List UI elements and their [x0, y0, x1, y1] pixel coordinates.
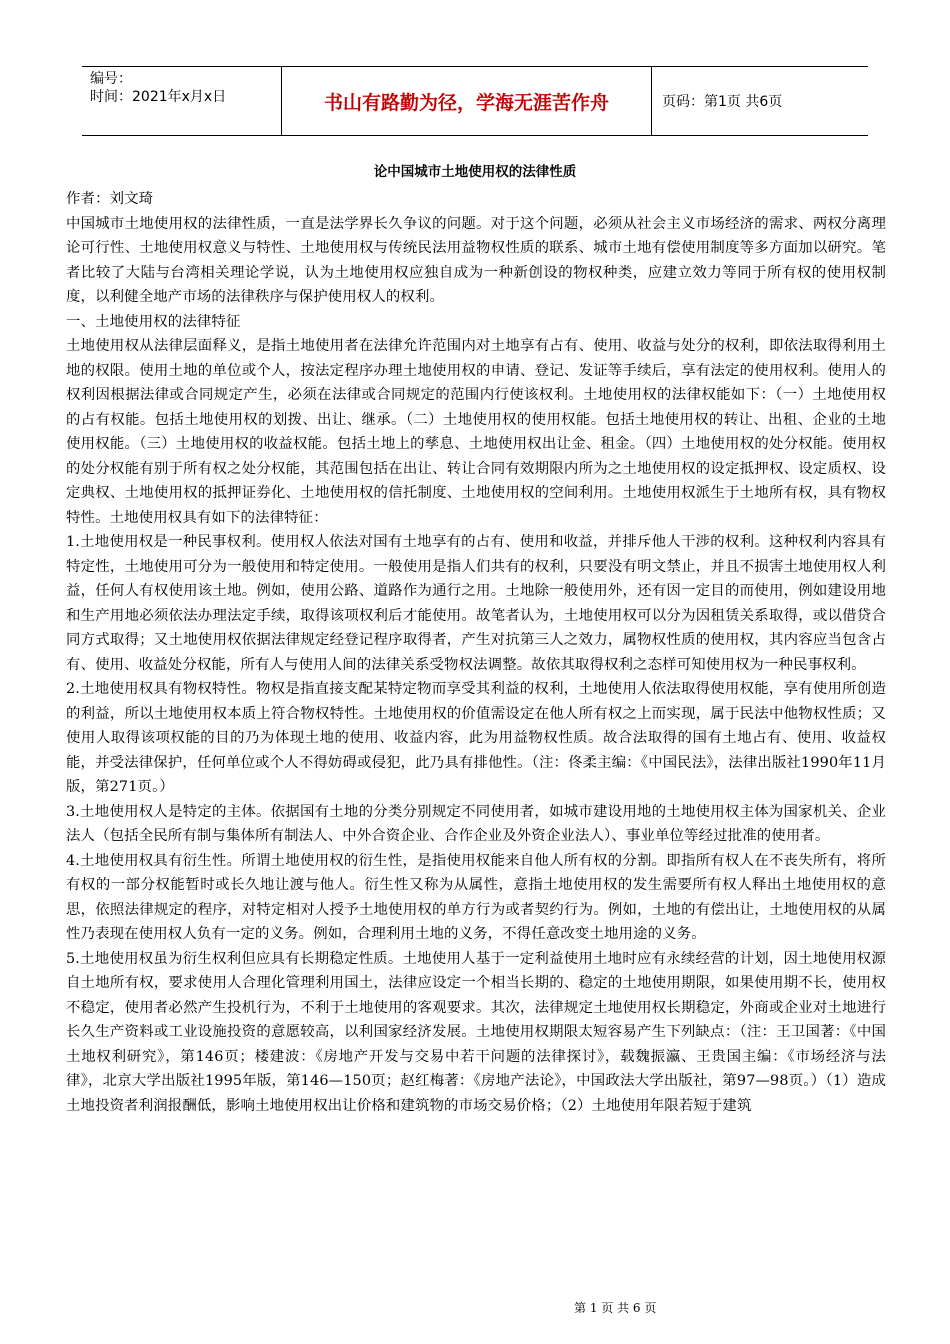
- paragraph-abstract: 中国城市土地使用权的法律性质，一直是法学界长久争议的问题。对于这个问题，必须从社会主义市场经济的需求、两权分离理论可行性、土地使用权意义与特性、土地使用权与传统民法用益物权性质的联系、城市土地有偿使用制度等多方面加以研究。笔者比较了大陆与台湾相关理论学说，认为土地使用权应独自成为一种新创设的物权种类，应建立效力等同于所有权的使用权制度，以利健全地产市场的法律秩序与保护使用权人的权利。: [66, 215, 886, 305]
- paragraph: 4.土地使用权具有衍生性。所谓土地使用权的衍生性，是指使用权能来自他人所有权的分割。即指所有权人在不丧失所有，将所有权的一部分权能暂时或长久地让渡与他人。衍生性又称为从属性，意指土地使用权的发生需要所有权人释出土地使用权的意思，依照法律规定的程序，对特定相对人授予土地使用权的单方行为或者契约行为。例如，土地的有偿出让，土地使用权的从属性乃表现在使用权人负有一定的义务。例如，合理利用土地的义务，不得任意改变土地用途的义务。: [66, 852, 886, 942]
- serial-number-label: 编号：: [90, 71, 132, 87]
- header-page-info: 页码：第1页 共6页: [662, 94, 783, 110]
- section-heading: 一、土地使用权的法律特征: [66, 313, 241, 330]
- page-header: [82, 66, 868, 136]
- header-motto: 书山有路勤为径，学海无涯苦作舟: [282, 67, 652, 135]
- paragraph: 土地使用权从法律层面释义，是指土地使用者在法律允许范围内对土地享有占有、使用、收益与处分的权利，即依法取得利用土地的权限。使用土地的单位或个人，按法定程序办理土地使用权的申请、登记、发证等手续后，享有法定的使用权利。使用人的权利因根据法律或合同规定产生，必须在法律或合同规定的范围内行使该权利。土地使用权的法律权能如下：（一）土地使用权的占有权能。包括土地使用权的划拨、出让、继承。（二）土地使用权的使用权能。包括土地使用权的转让、出租、企业的土地使用权能。（三）土地使用权的收益权能。包括土地上的孳息、土地使用权出让金、租金。（四）土地使用权的处分权能。使用权的处分权能有别于所有权之处分权能，其范围包括在出让、转让合同有效期限内所为之土地使用权的设定抵押权、设定质权、设定典权、土地使用权的抵押证券化、土地使用权的信托制度、土地使用权的空间利用。土地使用权派生于土地所有权，具有物权特性。土地使用权具有如下的法律特征：: [66, 338, 886, 526]
- paragraph: 5.土地使用权虽为衍生权利但应具有长期稳定性质。土地使用人基于一定利益使用土地时应有永续经营的计划，因土地使用权源自土地所有权，要求使用人合理化管理利用国土，法律应设定一个相当长期的、稳定的土地使用期限，如果使用期不长，使用权不稳定，使用者必然产生投机行为，不利于土地使用的客观要求。其次，法律规定土地使用权长期稳定，外商或企业对土地进行长久生产资料或工业设施投资的意愿较高，以利国家经济发展。土地使用权期限太短容易产生下列缺点：（注：王卫国著：《中国土地权利研究》，第146页；楼建波：《房地产开发与交易中若干问题的法律探讨》，载魏振瀛、王贵国主编：《市场经济与法律》，北京大学出版社1995年版，第146—150页；赵红梅著：《房地产法论》，中国政法大学出版社，第97—98页。）（1）造成土地投资者利润报酬低，影响土地使用权出让价格和建筑物的市场交易价格；（2）土地使用年限若短于建筑: [66, 950, 886, 1114]
- document-body: [66, 187, 886, 1118]
- time-label: 时间：2021年x月x日: [90, 89, 227, 105]
- paragraph: 2.土地使用权具有物权特性。物权是指直接支配某特定物而享受其利益的权利，土地使用人依法取得使用权能，享有使用所创造的利益，所以土地使用权本质上符合物权特性。土地使用权的价值需设定在他人所有权之上而实现，属于民法中他物权性质；又使用人取得该项权能的目的乃为体现土地的使用、收益内容，此为用益物权性质。故合法取得的国有土地占有、使用、收益权能，并受法律保护，任何单位或个人不得妨碍或侵犯，此乃具有排他性。（注：佟柔主编：《中国民法》，法律出版社1990年11月版，第271页。）: [66, 681, 886, 795]
- header-meta: [82, 67, 282, 135]
- paragraph: 3.土地使用权人是特定的主体。依据国有土地的分类分别规定不同使用者，如城市建设用地的土地使用权主体为国家机关、企业法人（包括全民所有制与集体所有制法人、中外合资企业、合作企业及外资企业法人）、事业单位等经过批准的使用者。: [66, 803, 886, 844]
- author-line: 作者：刘文琦: [66, 191, 154, 207]
- footer-page-number: 第 1 页 共 6 页: [574, 1301, 657, 1315]
- paragraph: 1.土地使用权是一种民事权利。使用权人依法对国有土地享有的占有、使用和收益，并排斥他人干涉的权利。这种权利内容具有特定性，土地使用可分为一般使用和特定使用。一般使用是指人们共有的权利，只要没有明文禁止，并且不损害土地使用权人利益，任何人有权使用该土地。例如，使用公路、道路作为通行之用。土地除一般使用外，还有因一定目的而使用，例如建设用地和生产用地必须依法办理法定手续，取得该项权利后才能使用。故笔者认为，土地使用权可以分为因租赁关系取得，或以借贷合同方式取得；又土地使用权依据法律规定经登记程序取得者，产生对抗第三人之效力，属物权性质的使用权，其内容应当包含占有、使用、收益处分权能，所有人与使用人间的法律关系受物权法调整。故依其取得权利之态样可知使用权为一种民事权利。: [66, 534, 886, 673]
- document-title: 论中国城市土地使用权的法律性质: [373, 164, 577, 180]
